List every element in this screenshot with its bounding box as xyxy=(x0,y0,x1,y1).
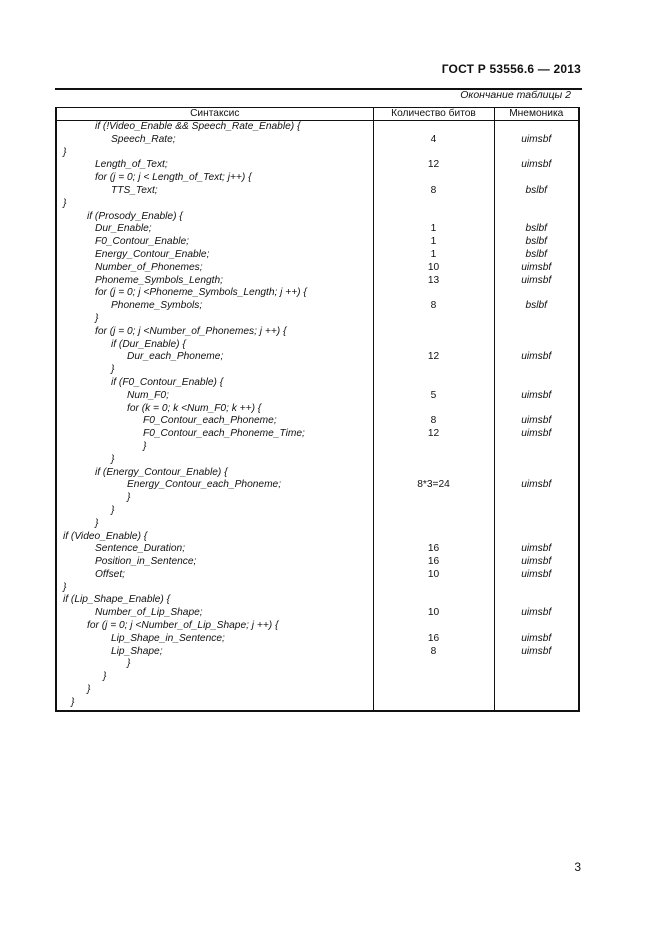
mnemonic-cell xyxy=(494,492,579,505)
table-row xyxy=(56,134,579,147)
syntax-cell: Number_of_Phonemes; xyxy=(95,261,203,273)
syntax-cell: Lip_Shape_in_Sentence; xyxy=(111,632,225,644)
mnemonic-cell: uimsbf xyxy=(494,428,579,441)
syntax-cell: } xyxy=(63,197,67,209)
syntax-cell: } xyxy=(71,696,75,708)
bits-cell xyxy=(373,671,494,684)
syntax-cell: if (Lip_Shape_Enable) { xyxy=(63,594,171,606)
bits-cell xyxy=(373,211,494,224)
table-row xyxy=(56,556,579,569)
syntax-cell: for (j = 0; j < Length_of_Text; j++) { xyxy=(95,172,252,184)
table-row xyxy=(56,198,579,211)
bits-cell xyxy=(373,121,494,134)
table-row xyxy=(56,594,579,607)
table-row xyxy=(56,121,579,134)
bits-cell xyxy=(373,172,494,185)
syntax-cell: TTS_Text; xyxy=(111,184,158,196)
bits-cell: 12 xyxy=(373,351,494,364)
table-row xyxy=(56,415,579,428)
table-row xyxy=(56,339,579,352)
mnemonic-cell: uimsbf xyxy=(494,543,579,556)
table-row xyxy=(56,531,579,544)
syntax-cell: } xyxy=(103,671,107,683)
column-header-syntax: Синтаксис xyxy=(56,108,373,121)
syntax-cell: for (k = 0; k <Num_F0; k ++) { xyxy=(127,402,262,414)
table-row xyxy=(56,479,579,492)
bits-cell: 10 xyxy=(373,607,494,620)
syntax-cell: for (j = 0; j <Number_of_Lip_Shape; j ++) { xyxy=(87,620,279,632)
bits-cell: 8*3=24 xyxy=(373,479,494,492)
table-row xyxy=(56,646,579,659)
bits-cell xyxy=(373,531,494,544)
syntax-cell: Phoneme_Symbols_Length; xyxy=(95,274,223,286)
syntax-cell: if (!Video_Enable && Speech_Rate_Enable) { xyxy=(95,121,301,132)
column-header-mnemonic: Мнемоника xyxy=(494,108,579,121)
syntax-cell: } xyxy=(127,658,131,670)
bits-cell: 4 xyxy=(373,134,494,147)
table-row xyxy=(56,658,579,671)
mnemonic-cell xyxy=(494,518,579,531)
bits-cell: 16 xyxy=(373,543,494,556)
mnemonic-cell xyxy=(494,467,579,480)
bits-cell: 16 xyxy=(373,633,494,646)
table-row xyxy=(56,505,579,518)
column-header-bits: Количество битов xyxy=(373,108,494,121)
bits-cell xyxy=(373,454,494,467)
bits-cell xyxy=(373,441,494,454)
syntax-cell: for (j = 0; j <Number_of_Phonemes; j ++) { xyxy=(95,325,287,337)
syntax-cell: Position_in_Sentence; xyxy=(95,556,197,568)
bits-cell: 10 xyxy=(373,262,494,275)
bits-cell xyxy=(373,505,494,518)
bits-cell xyxy=(373,582,494,595)
syntax-cell: Number_of_Lip_Shape; xyxy=(95,607,203,619)
mnemonic-cell xyxy=(494,684,579,697)
bits-cell: 1 xyxy=(373,236,494,249)
mnemonic-cell: uimsbf xyxy=(494,275,579,288)
bits-cell: 10 xyxy=(373,569,494,582)
table-row xyxy=(56,684,579,697)
table-row xyxy=(56,159,579,172)
syntax-cell: if (F0_Contour_Enable) { xyxy=(111,376,224,388)
table-row xyxy=(56,607,579,620)
table-row xyxy=(56,467,579,480)
table-row xyxy=(56,582,579,595)
table-row xyxy=(56,364,579,377)
syntax-cell: } xyxy=(111,453,115,465)
bits-cell xyxy=(373,403,494,416)
syntax-cell: Num_F0; xyxy=(127,389,169,401)
mnemonic-cell: uimsbf xyxy=(494,390,579,403)
bits-cell: 12 xyxy=(373,159,494,172)
syntax-cell: Length_of_Text; xyxy=(95,159,168,171)
table-row xyxy=(56,249,579,262)
mnemonic-cell xyxy=(494,377,579,390)
bits-cell xyxy=(373,467,494,480)
table-row xyxy=(56,428,579,441)
syntax-cell: } xyxy=(111,364,115,376)
mnemonic-cell: bslbf xyxy=(494,236,579,249)
bits-cell xyxy=(373,594,494,607)
mnemonic-cell xyxy=(494,121,579,134)
bits-cell: 5 xyxy=(373,390,494,403)
table-row xyxy=(56,211,579,224)
table-row xyxy=(56,236,579,249)
mnemonic-cell: uimsbf xyxy=(494,159,579,172)
bits-cell xyxy=(373,492,494,505)
table-row xyxy=(56,543,579,556)
mnemonic-cell xyxy=(494,658,579,671)
mnemonic-cell xyxy=(494,211,579,224)
table-row xyxy=(56,377,579,390)
table-row xyxy=(56,262,579,275)
mnemonic-cell: bslbf xyxy=(494,223,579,236)
syntax-cell: } xyxy=(63,146,67,158)
mnemonic-cell xyxy=(494,594,579,607)
bits-cell xyxy=(373,377,494,390)
bits-cell: 8 xyxy=(373,300,494,313)
bits-cell xyxy=(373,313,494,326)
syntax-cell: for (j = 0; j <Phoneme_Symbols_Length; j ++) { xyxy=(95,287,307,299)
table-row xyxy=(56,326,579,339)
table-row xyxy=(56,441,579,454)
syntax-cell: } xyxy=(87,684,91,696)
bits-cell xyxy=(373,287,494,300)
syntax-cell: Energy_Contour_each_Phoneme; xyxy=(127,479,282,491)
page-number: 3 xyxy=(574,860,581,874)
syntax-cell: Dur_Enable; xyxy=(95,223,152,235)
mnemonic-cell: uimsbf xyxy=(494,351,579,364)
mnemonic-cell xyxy=(494,198,579,211)
bits-cell: 1 xyxy=(373,223,494,236)
table-row xyxy=(56,697,579,711)
table-row xyxy=(56,223,579,236)
mnemonic-cell: uimsbf xyxy=(494,607,579,620)
mnemonic-cell xyxy=(494,147,579,160)
syntax-cell: Phoneme_Symbols; xyxy=(111,300,203,312)
syntax-cell: if (Video_Enable) { xyxy=(63,530,148,542)
syntax-cell: Speech_Rate; xyxy=(111,133,176,145)
syntax-cell: Lip_Shape; xyxy=(111,645,163,657)
bits-cell xyxy=(373,620,494,633)
table-row xyxy=(56,351,579,364)
table-row xyxy=(56,403,579,416)
syntax-cell: } xyxy=(127,492,131,504)
mnemonic-cell xyxy=(494,505,579,518)
table-row xyxy=(56,671,579,684)
syntax-cell: } xyxy=(95,312,99,324)
mnemonic-cell: uimsbf xyxy=(494,646,579,659)
table-row xyxy=(56,518,579,531)
mnemonic-cell xyxy=(494,403,579,416)
bits-cell xyxy=(373,518,494,531)
bits-cell: 13 xyxy=(373,275,494,288)
table-row xyxy=(56,287,579,300)
syntax-cell: Dur_each_Phoneme; xyxy=(127,351,224,363)
syntax-table-body xyxy=(56,121,579,711)
syntax-cell: if (Energy_Contour_Enable) { xyxy=(95,466,228,478)
mnemonic-cell xyxy=(494,287,579,300)
syntax-cell: F0_Contour_Enable; xyxy=(95,236,190,248)
bits-cell xyxy=(373,684,494,697)
mnemonic-cell: bslbf xyxy=(494,185,579,198)
table-row xyxy=(56,275,579,288)
syntax-cell: F0_Contour_each_Phoneme_Time; xyxy=(143,428,305,440)
bits-cell: 8 xyxy=(373,185,494,198)
syntax-cell: Energy_Contour_Enable; xyxy=(95,248,210,260)
table-row xyxy=(56,492,579,505)
bits-cell: 12 xyxy=(373,428,494,441)
syntax-cell: } xyxy=(143,440,147,452)
mnemonic-cell: uimsbf xyxy=(494,556,579,569)
mnemonic-cell xyxy=(494,364,579,377)
bits-cell xyxy=(373,147,494,160)
mnemonic-cell xyxy=(494,172,579,185)
syntax-cell: if (Prosody_Enable) { xyxy=(87,210,183,222)
mnemonic-cell: uimsbf xyxy=(494,134,579,147)
bits-cell xyxy=(373,339,494,352)
table-row xyxy=(56,185,579,198)
table-row xyxy=(56,172,579,185)
table-header-row xyxy=(56,108,579,121)
table-row xyxy=(56,620,579,633)
bits-cell: 16 xyxy=(373,556,494,569)
bits-cell xyxy=(373,198,494,211)
table-row xyxy=(56,454,579,467)
syntax-cell: } xyxy=(95,517,99,529)
mnemonic-cell: uimsbf xyxy=(494,633,579,646)
bits-cell xyxy=(373,658,494,671)
bits-cell xyxy=(373,326,494,339)
syntax-cell: Offset; xyxy=(95,568,126,580)
syntax-cell: F0_Contour_each_Phoneme; xyxy=(143,415,277,427)
table-row xyxy=(56,300,579,313)
mnemonic-cell xyxy=(494,531,579,544)
document-code: ГОСТ Р 53556.6 — 2013 xyxy=(441,62,581,76)
syntax-table xyxy=(55,107,580,712)
table-row xyxy=(56,633,579,646)
table-row xyxy=(56,390,579,403)
mnemonic-cell xyxy=(494,582,579,595)
table-row xyxy=(56,569,579,582)
table-continuation-note: Окончание таблицы 2 xyxy=(460,89,571,101)
table-row xyxy=(56,147,579,160)
mnemonic-cell xyxy=(494,441,579,454)
mnemonic-cell xyxy=(494,326,579,339)
mnemonic-cell xyxy=(494,620,579,633)
bits-cell: 8 xyxy=(373,646,494,659)
bits-cell xyxy=(373,364,494,377)
syntax-cell: } xyxy=(63,581,67,593)
syntax-cell: } xyxy=(111,504,115,516)
bits-cell: 1 xyxy=(373,249,494,262)
mnemonic-cell xyxy=(494,339,579,352)
mnemonic-cell xyxy=(494,313,579,326)
mnemonic-cell: bslbf xyxy=(494,249,579,262)
mnemonic-cell: uimsbf xyxy=(494,569,579,582)
syntax-cell: Sentence_Duration; xyxy=(95,543,186,555)
bits-cell: 8 xyxy=(373,415,494,428)
mnemonic-cell xyxy=(494,454,579,467)
mnemonic-cell: uimsbf xyxy=(494,479,579,492)
table-row xyxy=(56,313,579,326)
mnemonic-cell: bslbf xyxy=(494,300,579,313)
mnemonic-cell: uimsbf xyxy=(494,262,579,275)
bits-cell xyxy=(373,697,494,711)
mnemonic-cell: uimsbf xyxy=(494,415,579,428)
mnemonic-cell xyxy=(494,671,579,684)
mnemonic-cell xyxy=(494,697,579,711)
syntax-cell: if (Dur_Enable) { xyxy=(111,338,186,350)
